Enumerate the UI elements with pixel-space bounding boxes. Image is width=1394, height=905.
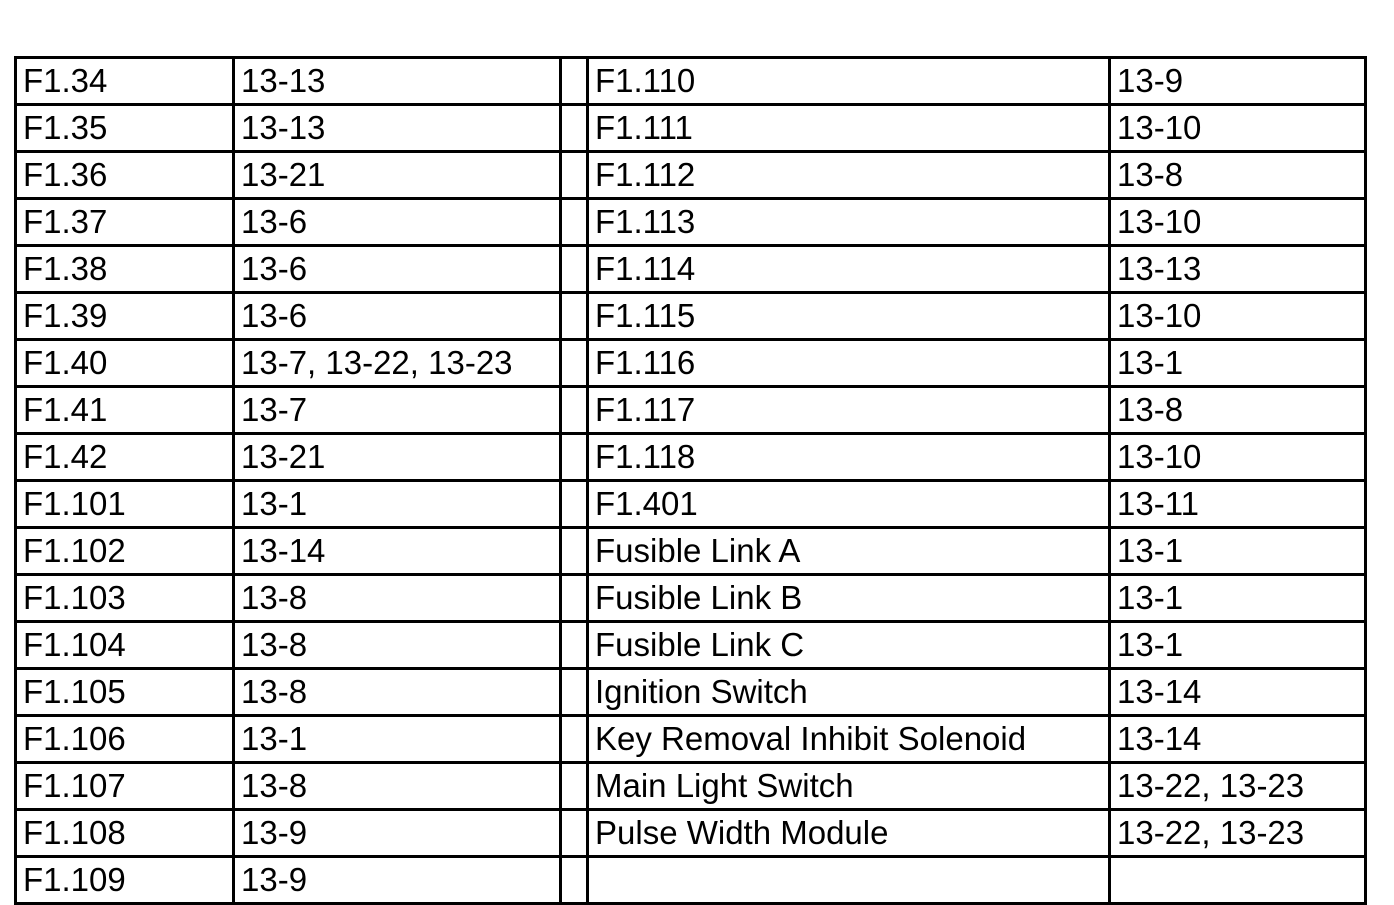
column-gap-cell [561, 152, 588, 199]
left-pages-cell: 13-1 [234, 481, 561, 528]
left-pages-cell: 13-8 [234, 669, 561, 716]
left-pages-cell: 13-14 [234, 528, 561, 575]
column-gap-cell [561, 387, 588, 434]
right-component-cell: F1.111 [588, 105, 1110, 152]
table-row [16, 669, 1366, 716]
column-gap-cell [561, 293, 588, 340]
right-pages-cell: 13-9 [1110, 58, 1366, 105]
right-component-cell: F1.110 [588, 58, 1110, 105]
table-row [16, 716, 1366, 763]
right-pages-cell: 13-1 [1110, 575, 1366, 622]
right-component-cell: Main Light Switch [588, 763, 1110, 810]
column-gap-cell [561, 622, 588, 669]
column-gap-cell [561, 199, 588, 246]
left-pages-cell: 13-8 [234, 622, 561, 669]
right-component-cell: F1.117 [588, 387, 1110, 434]
table-row [16, 293, 1366, 340]
left-pages-cell: 13-6 [234, 246, 561, 293]
table-row [16, 199, 1366, 246]
right-component-cell: F1.112 [588, 152, 1110, 199]
column-gap-cell [561, 246, 588, 293]
left-component-cell: F1.35 [16, 105, 234, 152]
right-pages-cell: 13-14 [1110, 669, 1366, 716]
left-pages-cell: 13-9 [234, 810, 561, 857]
right-component-cell: Ignition Switch [588, 669, 1110, 716]
table-row [16, 481, 1366, 528]
right-pages-cell: 13-13 [1110, 246, 1366, 293]
left-component-cell: F1.36 [16, 152, 234, 199]
right-component-cell: F1.118 [588, 434, 1110, 481]
column-gap-cell [561, 763, 588, 810]
column-gap-cell [561, 434, 588, 481]
table-row [16, 434, 1366, 481]
right-pages-cell: 13-8 [1110, 387, 1366, 434]
right-pages-cell: 13-22, 13-23 [1110, 810, 1366, 857]
column-gap-cell [561, 481, 588, 528]
table-row [16, 810, 1366, 857]
right-component-cell: Key Removal Inhibit Solenoid [588, 716, 1110, 763]
left-component-cell: F1.103 [16, 575, 234, 622]
left-pages-cell: 13-6 [234, 293, 561, 340]
table-body [16, 58, 1366, 904]
right-pages-cell: 13-11 [1110, 481, 1366, 528]
left-pages-cell: 13-21 [234, 434, 561, 481]
table-row [16, 58, 1366, 105]
table-row [16, 105, 1366, 152]
right-pages-cell: 13-10 [1110, 199, 1366, 246]
left-component-cell: F1.38 [16, 246, 234, 293]
right-component-cell: F1.401 [588, 481, 1110, 528]
right-pages-cell: 13-8 [1110, 152, 1366, 199]
column-gap-cell [561, 105, 588, 152]
component-index-table [14, 56, 1367, 905]
right-pages-cell [1110, 857, 1366, 904]
right-pages-cell: 13-10 [1110, 293, 1366, 340]
left-component-cell: F1.42 [16, 434, 234, 481]
table-row [16, 857, 1366, 904]
left-pages-cell: 13-21 [234, 152, 561, 199]
left-component-cell: F1.108 [16, 810, 234, 857]
left-component-cell: F1.106 [16, 716, 234, 763]
right-pages-cell: 13-1 [1110, 622, 1366, 669]
left-pages-cell: 13-9 [234, 857, 561, 904]
right-pages-cell: 13-10 [1110, 434, 1366, 481]
left-component-cell: F1.34 [16, 58, 234, 105]
left-pages-cell: 13-8 [234, 575, 561, 622]
left-component-cell: F1.104 [16, 622, 234, 669]
right-pages-cell: 13-1 [1110, 528, 1366, 575]
column-gap-cell [561, 58, 588, 105]
right-component-cell: Fusible Link A [588, 528, 1110, 575]
left-component-cell: F1.39 [16, 293, 234, 340]
right-component-cell: F1.116 [588, 340, 1110, 387]
right-component-cell: F1.115 [588, 293, 1110, 340]
column-gap-cell [561, 340, 588, 387]
column-gap-cell [561, 528, 588, 575]
column-gap-cell [561, 575, 588, 622]
left-component-cell: F1.41 [16, 387, 234, 434]
right-component-cell: F1.114 [588, 246, 1110, 293]
left-component-cell: F1.37 [16, 199, 234, 246]
right-pages-cell: 13-14 [1110, 716, 1366, 763]
left-component-cell: F1.102 [16, 528, 234, 575]
right-pages-cell: 13-22, 13-23 [1110, 763, 1366, 810]
column-gap-cell [561, 669, 588, 716]
component-index-table-container [14, 56, 1364, 898]
column-gap-cell [561, 810, 588, 857]
column-gap-cell [561, 716, 588, 763]
left-component-cell: F1.109 [16, 857, 234, 904]
left-pages-cell: 13-6 [234, 199, 561, 246]
table-row [16, 387, 1366, 434]
table-row [16, 575, 1366, 622]
right-pages-cell: 13-10 [1110, 105, 1366, 152]
right-pages-cell: 13-1 [1110, 340, 1366, 387]
left-pages-cell: 13-7, 13-22, 13-23 [234, 340, 561, 387]
right-component-cell: Pulse Width Module [588, 810, 1110, 857]
left-pages-cell: 13-13 [234, 58, 561, 105]
right-component-cell: Fusible Link B [588, 575, 1110, 622]
column-gap-cell [561, 857, 588, 904]
table-row [16, 246, 1366, 293]
left-pages-cell: 13-1 [234, 716, 561, 763]
table-row [16, 152, 1366, 199]
left-component-cell: F1.107 [16, 763, 234, 810]
left-pages-cell: 13-8 [234, 763, 561, 810]
right-component-cell: Fusible Link C [588, 622, 1110, 669]
left-pages-cell: 13-7 [234, 387, 561, 434]
right-component-cell [588, 857, 1110, 904]
table-row [16, 763, 1366, 810]
table-row [16, 528, 1366, 575]
left-component-cell: F1.105 [16, 669, 234, 716]
right-component-cell: F1.113 [588, 199, 1110, 246]
left-pages-cell: 13-13 [234, 105, 561, 152]
table-row [16, 622, 1366, 669]
table-row [16, 340, 1366, 387]
left-component-cell: F1.101 [16, 481, 234, 528]
left-component-cell: F1.40 [16, 340, 234, 387]
